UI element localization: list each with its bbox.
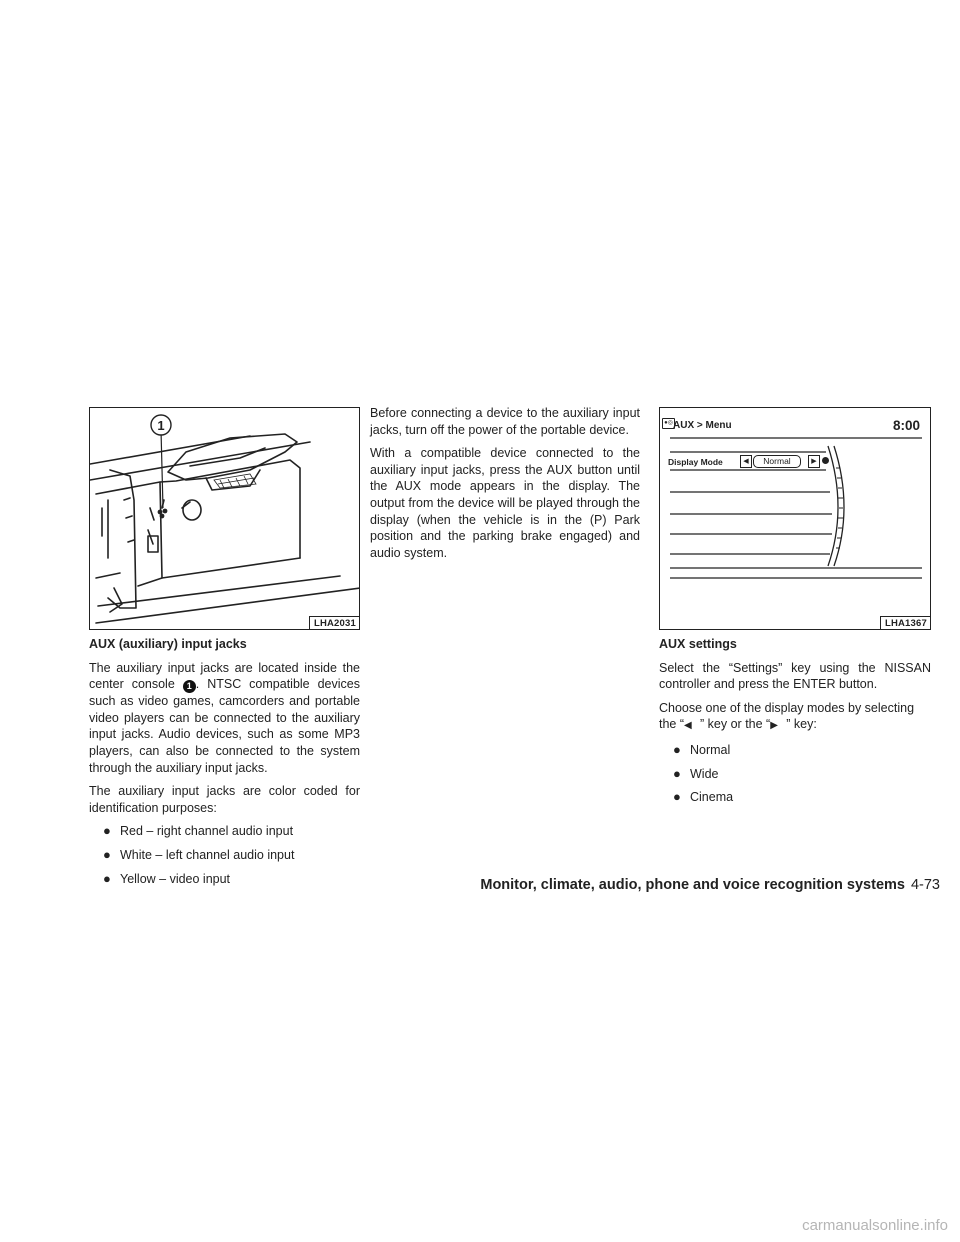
text: Cinema (690, 790, 734, 805)
display-mode-list (659, 742, 931, 806)
section-heading-aux-jacks: AUX (auxiliary) input jacks (89, 637, 247, 651)
watermark: carmanualsonline.info (802, 1217, 948, 1234)
column-1 (89, 636, 360, 894)
right-triangle-icon: ▶ (770, 720, 787, 732)
callout-number: 1 (157, 418, 165, 433)
text: . NTSC compatible devices such as video games, camcorders and portable video players can be connected to the auxiliary input jacks. Audio devices, such as some MP3 players, can also be connected to the system through the auxiliary input jacks. (89, 677, 360, 775)
list-item (103, 871, 360, 888)
text: White – left channel audio input (120, 847, 295, 862)
paragraph-aux-mode: With a compatible device connected to the auxiliary input jacks, press the AUX button until the AUX mode appears in the display. The output from the device will be played through the display (when the vehicle is in the (P) Park position and the parking brake engaged) and audio system. (370, 446, 640, 560)
display-mode-label: Display Mode (668, 457, 723, 467)
text: ” key: (786, 717, 817, 732)
list-item (673, 789, 931, 806)
figure-code: LHA1367 (880, 616, 930, 629)
list-item (103, 823, 360, 840)
section-title: Monitor, climate, audio, phone and voice recognition systems (480, 877, 905, 893)
jack-color-list (89, 823, 360, 887)
page-footer (480, 877, 940, 893)
display-mode-value[interactable]: Normal (753, 455, 801, 468)
list-item (673, 742, 931, 759)
paragraph-color-coded: The auxiliary input jacks are color coded for identification purposes: (89, 784, 360, 815)
bullet-icon: ● (103, 870, 111, 886)
page-number: 4-73 (910, 877, 940, 893)
paragraph-settings-key: Select the “Settings” key using the NISSAN controller and press the ENTER button. (659, 660, 931, 692)
list-item (673, 766, 931, 783)
column-3 (659, 636, 931, 813)
aux-jacks (158, 509, 168, 519)
bullet-icon: ● (673, 789, 681, 805)
aux-source-icon: ●◎ (662, 418, 675, 429)
screen-lines (660, 408, 931, 630)
bullet-icon: ● (673, 765, 681, 781)
text: The auxiliary input jacks are located inside the center console (89, 660, 360, 692)
text: Wide (690, 766, 719, 781)
left-triangle-icon: ◀ (684, 720, 701, 732)
text: Normal (690, 742, 731, 757)
text: ” key or the “ (700, 717, 771, 732)
console-line-drawing (90, 408, 360, 630)
figure-console-illustration (89, 407, 360, 630)
figure-aux-screen (659, 407, 931, 630)
list-item (103, 847, 360, 864)
figure-code: LHA2031 (309, 616, 359, 629)
section-heading-aux-settings: AUX settings (659, 637, 737, 651)
left-arrow-icon[interactable]: ◀ (740, 455, 752, 468)
paragraph-jack-location (89, 660, 360, 777)
bullet-icon: ● (103, 823, 111, 839)
bullet-icon: ● (673, 741, 681, 757)
callout-badge: 1 (183, 680, 196, 693)
bullet-icon: ● (103, 846, 111, 862)
screen-title: AUX > Menu (673, 420, 732, 431)
right-arrow-icon[interactable]: ▶ (808, 455, 820, 468)
column-2 (370, 405, 640, 568)
text: Yellow – video input (120, 871, 231, 886)
paragraph-power-off: Before connecting a device to the auxiliary input jacks, turn off the power of the portable device. (370, 406, 640, 437)
screen-clock: 8:00 (892, 418, 920, 433)
enter-dot-icon (822, 457, 829, 464)
text: Choose one of the display modes by selecting the “ (659, 700, 915, 732)
paragraph-display-modes (659, 700, 931, 735)
text: Red – right channel audio input (120, 824, 294, 839)
